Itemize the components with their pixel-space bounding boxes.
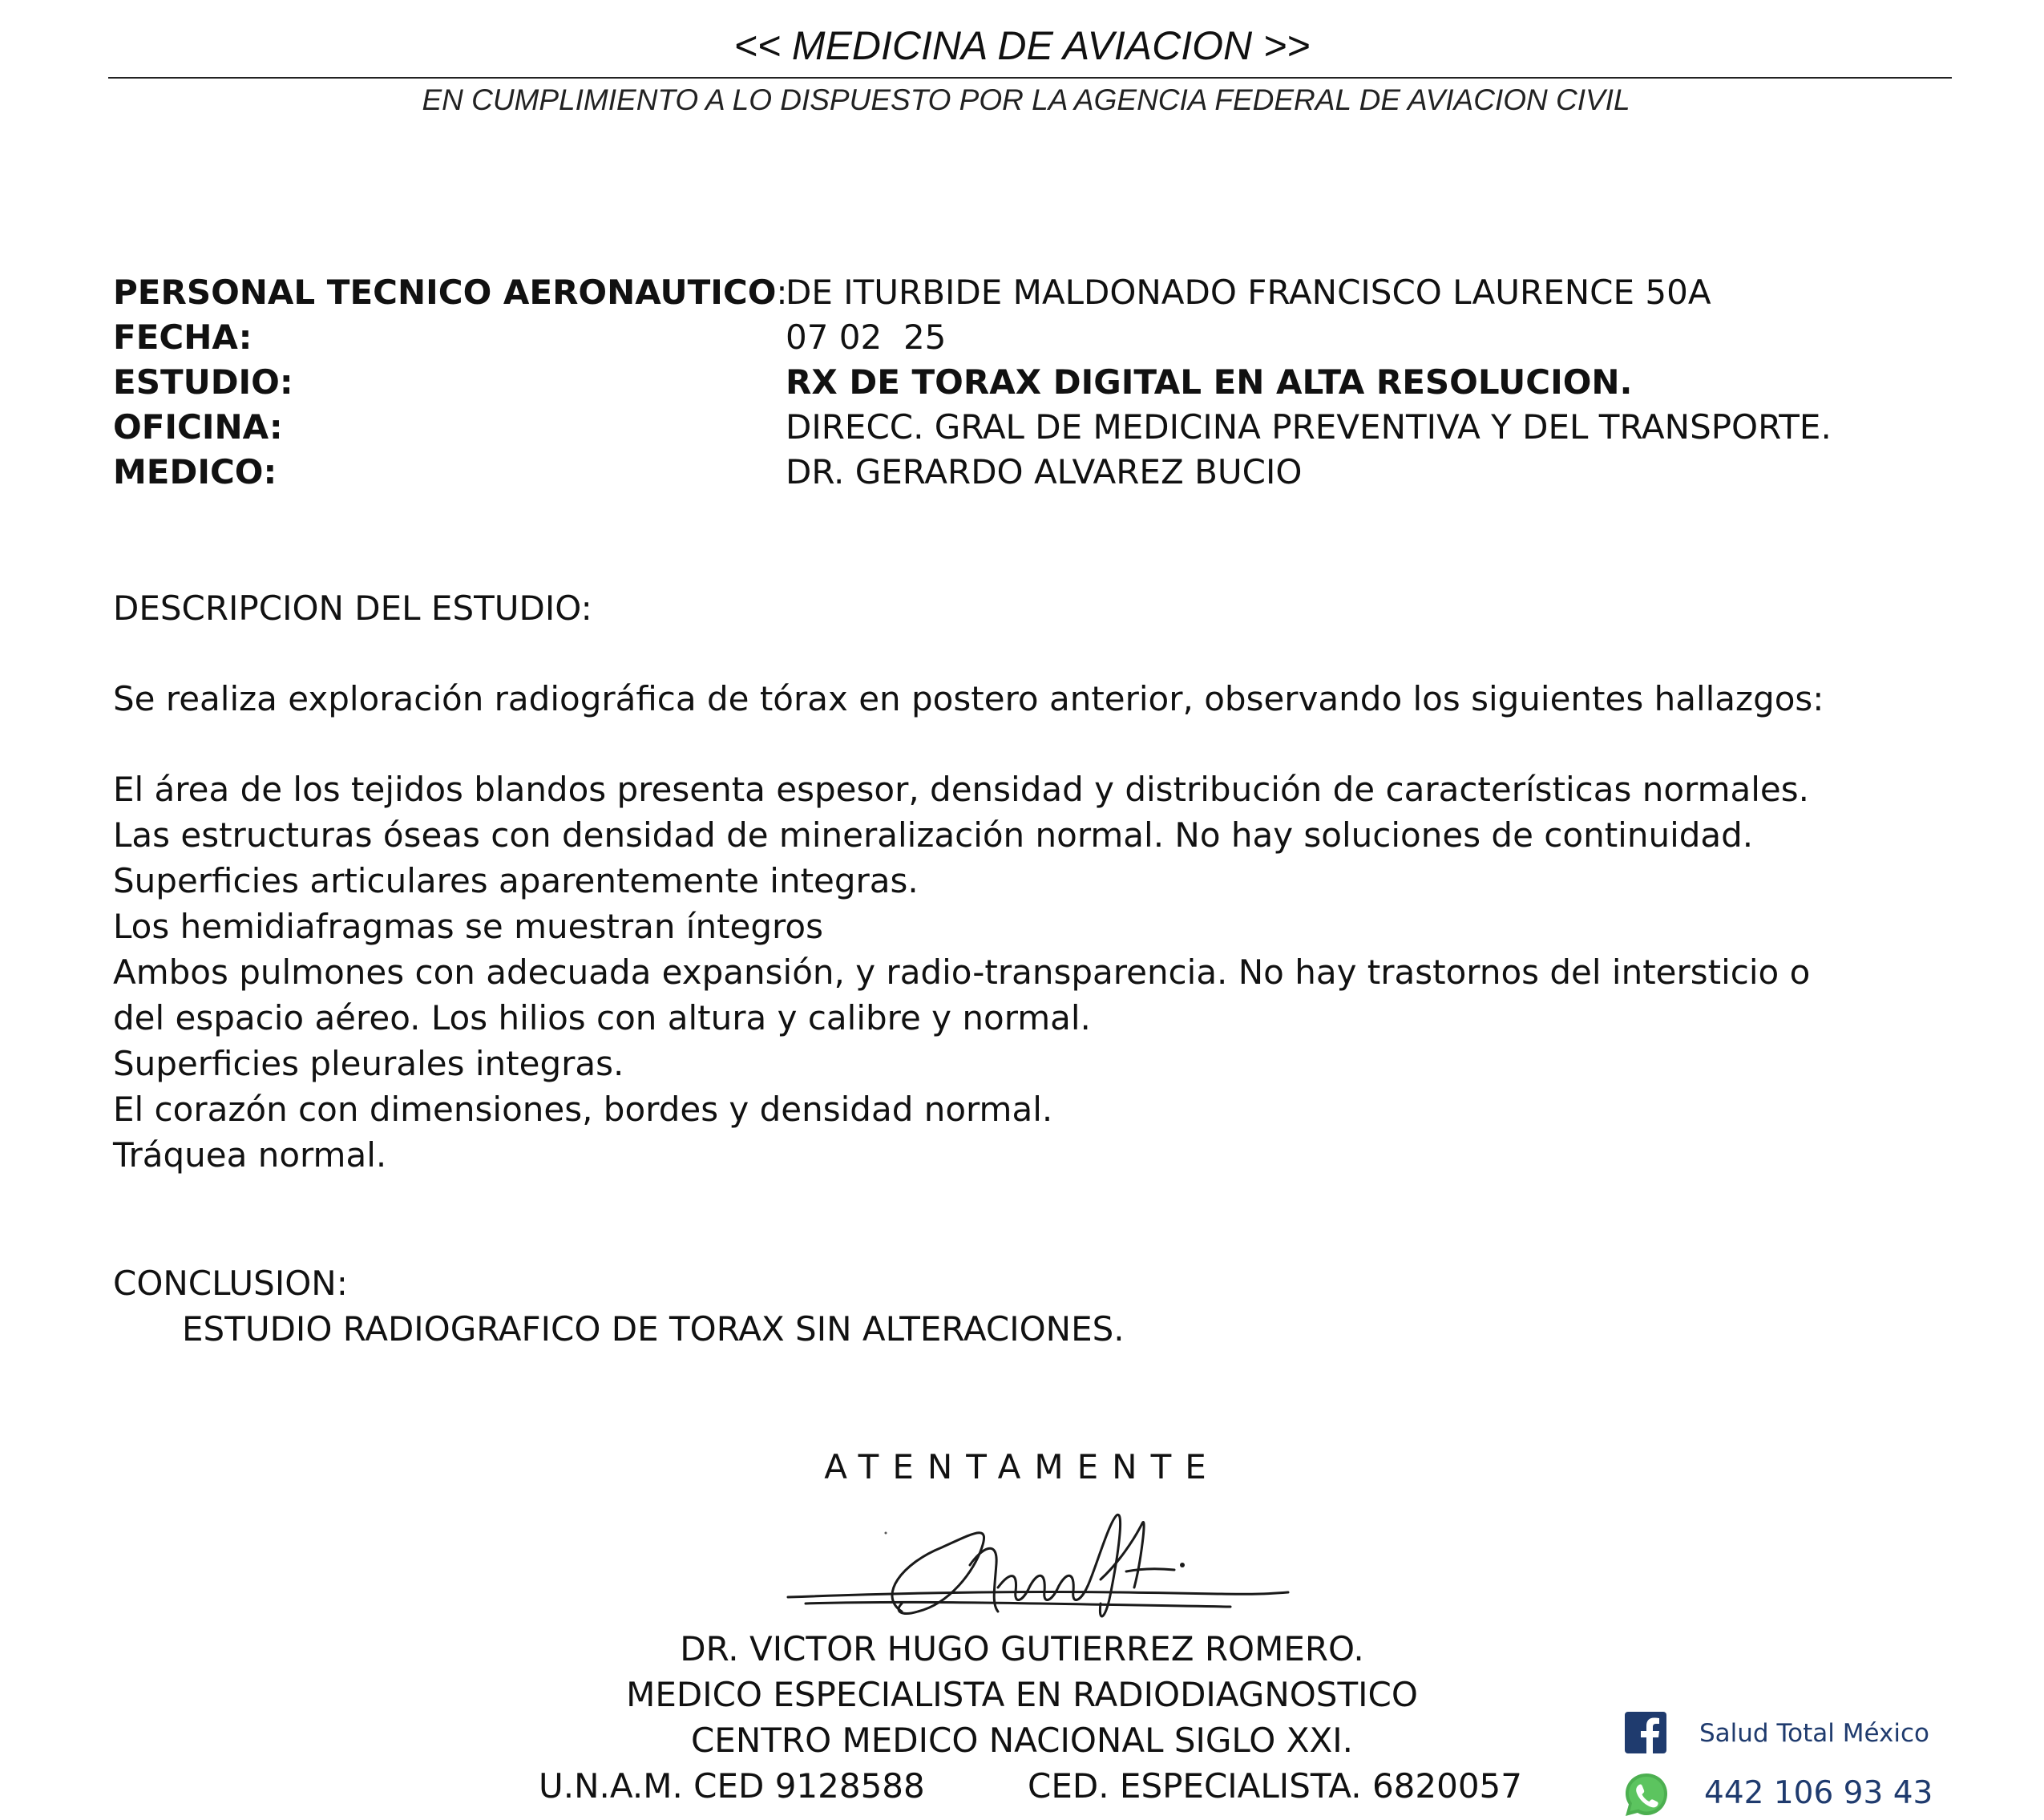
handwritten-signature (782, 1491, 1295, 1628)
phone-number: 442 106 93 43 (1704, 1775, 1933, 1811)
document-title: << MEDICINA DE AVIACION >> (733, 23, 1311, 68)
finding-line: El área de los tejidos blandos presenta espesor, densidad y distribución de características normales. (113, 770, 1809, 809)
finding-line: Ambos pulmones con adecuada expansión, y radio-transparencia. No hay trastornos del intersticio o (113, 952, 1811, 992)
whatsapp-icon (1622, 1770, 1671, 1820)
conclusion-text: ESTUDIO RADIOGRAFICO DE TORAX SIN ALTERACIONES. (182, 1309, 1125, 1349)
doctor-name: DR. VICTOR HUGO GUTIERREZ ROMERO. (680, 1629, 1364, 1668)
estudio-value: RX DE TORAX DIGITAL EN ALTA RESOLUCION. (786, 362, 1633, 402)
finding-line: Tráquea normal. (113, 1135, 387, 1175)
oficina-value: DIRECC. GRAL DE MEDICINA PREVENTIVA Y DEL TRANSPORTE. (786, 407, 1832, 447)
oficina-label: OFICINA: (113, 407, 283, 447)
fecha-label: FECHA: (113, 317, 252, 357)
header-divider (108, 77, 1952, 79)
finding-line: Superficies pleurales integras. (113, 1044, 624, 1083)
ced-especialista: CED. ESPECIALISTA. 6820057 (1028, 1766, 1522, 1806)
personal-label: PERSONAL TECNICO AERONAUTICO: (113, 273, 788, 312)
finding-line: Las estructuras óseas con densidad de mineralización normal. No hay soluciones de continuidad. (113, 815, 1754, 855)
medico-label: MEDICO: (113, 452, 277, 491)
doctor-specialty: MEDICO ESPECIALISTA EN RADIODIAGNOSTICO (626, 1675, 1418, 1714)
estudio-label: ESTUDIO: (113, 362, 293, 402)
ced-unam: U.N.A.M. CED 9128588 (539, 1766, 925, 1806)
description-intro: Se realiza exploración radiográfica de tórax en postero anterior, observando los siguientes hallazgos: (113, 679, 1824, 718)
description-heading: DESCRIPCION DEL ESTUDIO: (113, 588, 592, 628)
finding-line: Los hemidiafragmas se muestran íntegros (113, 907, 823, 946)
finding-line: El corazón con dimensiones, bordes y densidad normal. (113, 1090, 1053, 1129)
conclusion-heading: CONCLUSION: (113, 1264, 348, 1303)
closing-text: ATENTAMENTE (824, 1447, 1220, 1486)
personal-value: DE ITURBIDE MALDONADO FRANCISCO LAURENCE 50A (786, 273, 1711, 312)
fecha-value: 07 02 25 (786, 317, 947, 357)
facebook-icon (1625, 1712, 1666, 1753)
medico-value: DR. GERARDO ALVAREZ BUCIO (786, 452, 1303, 491)
document-subtitle: EN CUMPLIMIENTO A LO DISPUESTO POR LA AGENCIA FEDERAL DE AVIACION CIVIL (422, 83, 1630, 116)
finding-line: del espacio aéreo. Los hilios con altura y calibre y normal. (113, 998, 1091, 1037)
doctor-institution: CENTRO MEDICO NACIONAL SIGLO XXI. (690, 1721, 1354, 1760)
finding-line: Superficies articulares aparentemente integras. (113, 861, 919, 900)
facebook-page-name: Salud Total México (1699, 1719, 1929, 1748)
findings-list (113, 766, 1810, 1178)
